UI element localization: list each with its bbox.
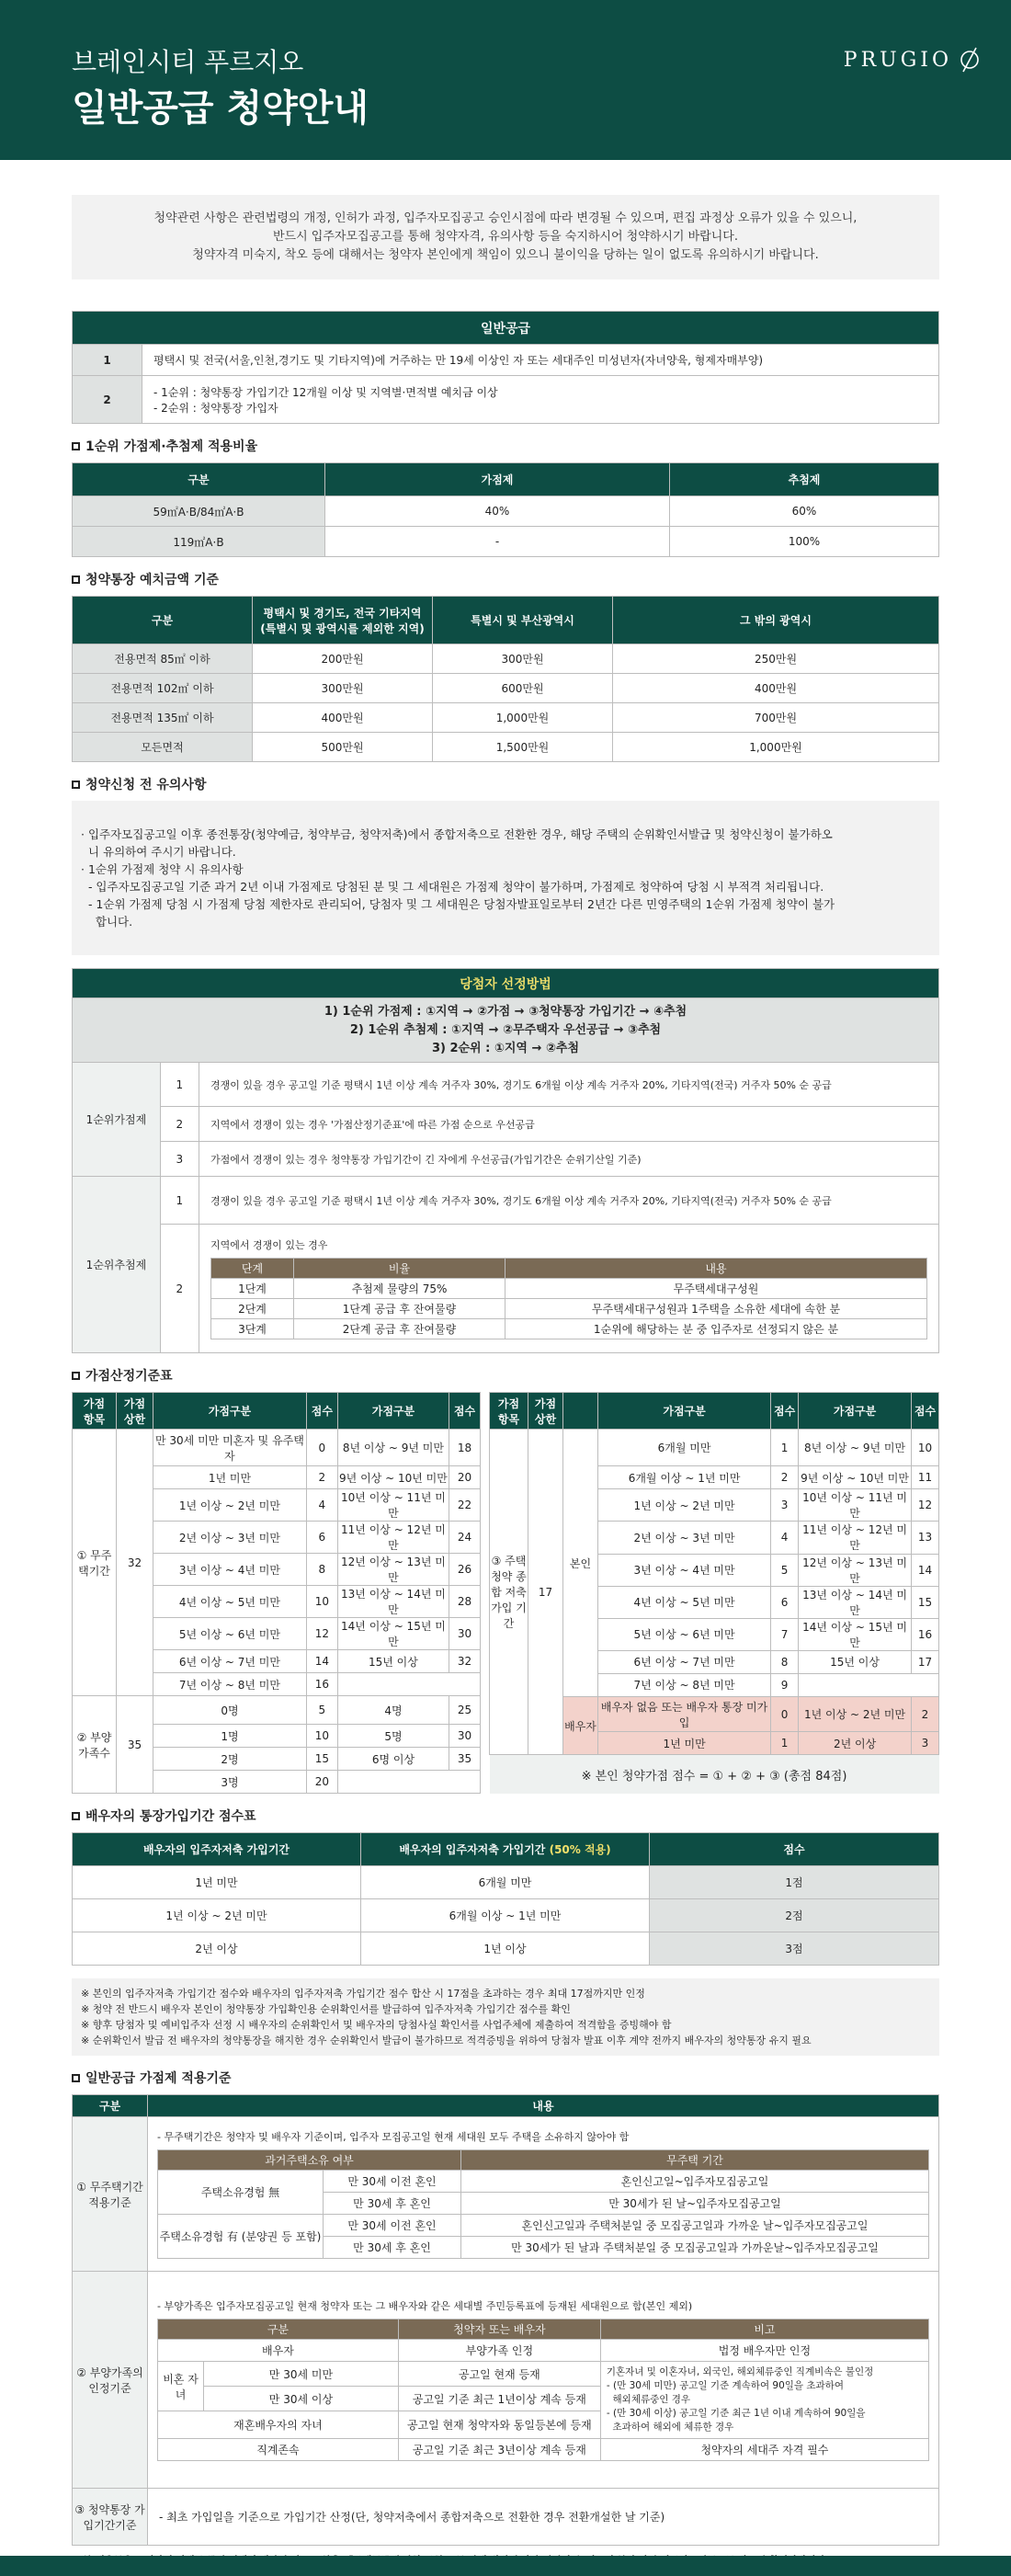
deposit-heading: 청약통장 예치금액 기준 [72, 570, 939, 588]
brand-logo: PRUGIO [844, 46, 980, 74]
ratio-heading: 1순위 가점제·추첨제 적용비율 [72, 437, 939, 455]
page-header [0, 0, 1011, 160]
notice-box: 청약관련 사항은 관련법령의 개정, 인허가 과정, 입주자모집공고 승인시점에 따라 변경될 수 있으며, 편집 과정상 오류가 있을 수 있으니, 반드시 입주자모집공고를 통해 청약자격, 유의사항 등을 숙지하시어 청약하시기 바랍니다. 청약자격 미숙지, 착오 등에 대해서는 청약자 본인에게 책임이 있으니 불이익을 당하는 일이 없도록 유의하시기 바랍니다. [72, 195, 939, 279]
score-tables: 가점 항목 가점 상한 가점구분 점수 가점구분 점수 ① 무주택기간 32 만 30세 미만 미혼자 및 유주택자 0 8년 이상 ~ 9년 미만 18 1년 미만 2 9년 이상 ~ 10년 미만 20 1년 이상 ~ 2년 미만 4 10년 이상 ~ 11년 미만 22 2년 이상 ~ 3년 미만 6 11년 이상 ~ 12년 미만 24 3년 이상 ~ 4년 미만 8 12년 이상 ~ 13년 미만 26 4년 이상 ~ 5년 미만 10 13년 이상 ~ 14년 미만 28 5년 이상 ~ 6년 미만 12 14년 이상 ~ 15년 미만 30 6년 이상 ~ 7년 미만 14 15년 이상 32 7년 이상 ~ 8년 미만 16 ② 부양 가족수 35 0명 5 4명 25 1명 10 5명 30 2명 15 6명 이상 35 3명 20 가점 항목 가점 상한 가점구분 점수 가점구분 점수 ③ 주택 청약 종합 저축 가입 기간 17 본인 6개월 미만 1 8년 이상 ~ 9년 미만 10 6개월 이상 ~ 1년 미만 2 9년 이상 ~ 10년 미만 11 1년 이상 ~ 2년 미만 3 10년 이상 ~ 11년 미만 12 2년 이상 ~ 3년 미만 4 11년 이상 ~ 12년 미만 13 3년 이상 ~ 4년 미만 5 12년 이상 ~ 13년 미만 14 4년 이상 ~ 5년 미만 6 13년 이상 ~ 14년 미만 15 5년 이상 ~ 6년 미만 7 14년 이상 ~ 15년 미만 16 6년 이상 ~ 7년 미만 8 15년 이상 17 7년 이상 ~ 8년 미만 9 배우자 배우자 없음 또는 배우자 통장 미가입 0 1년 이상 ~ 2년 미만 2 1년 미만 1 2년 이상 3 ※ 본인 청약가점 점수 = ① + ② + ③ (총점 84점) [72, 1392, 939, 1794]
caution-heading: 청약신청 전 유의사항 [72, 775, 939, 793]
project-name: 브레인시티 푸르지오 [72, 47, 304, 77]
page-title: 일반공급 청약안내 [72, 87, 369, 130]
ratio-table: 구분 가점제 추첨제 59㎡A·B/84㎡A·B 40% 60% 119㎡A·B - 100% [72, 462, 939, 557]
score-heading: 가점산정기준표 [72, 1366, 939, 1385]
general-supply-title: 일반공급 [73, 312, 939, 345]
spouse-period-table: 배우자의 입주자저축 가입기간 배우자의 입주자저축 가입기간 (50% 적용) 점수 1년 미만 6개월 미만 1점 1년 이상 ~ 2년 미만 6개월 이상 ~ 1년 미만 2점 2년 이상 1년 이상 3점 ※ 본인의 입주자저축 가입기간 점수와 배우자의 입주자저축 가입기간 점수 합산 시 17점을 초과하는 경우 최대 17점까지만 인정 ※ 청약 전 반드시 배우자 본인이 청약통장 가입확인용 순위확인서를 발급하여 입주자저축 가입기간 점수를 확인 ※ 향후 당첨자 및 예비입주자 선정 시 배우자의 순위확인서 및 배우자의 당첨사실 확인서를 사업주체에 제출하여 적격함을 증빙해야 함 ※ 순위확인서 발급 전 배우자의 청약통장을 해지한 경우 순위확인서 발급이 불가하므로 적격증빙을 위하여 당첨자 발표 이후 계약 전까지 배우자의 청약통장 유지 필요 [72, 1832, 939, 2056]
prugio-logo-icon [960, 46, 980, 74]
spouse-notes: ※ 본인의 입주자저축 가입기간 점수와 배우자의 입주자저축 가입기간 점수 합산 시 17점을 초과하는 경우 최대 17점까지만 인정 ※ 청약 전 반드시 배우자 본인이 청약통장 가입확인용 순위확인서를 발급하여 입주자저축 가입기간 점수를 확인 ※ 향후 당첨자 및 예비입주자 선정 시 배우자의 순위확인서 및 배우자의 당첨사실 확인서를 사업주체에 제출하여 적격함을 증빙해야 함 ※ 순위확인서 발급 전 배우자의 청약통장을 해지한 경우 순위확인서 발급이 불가하므로 적격증빙을 위하여 당첨자 발표 이후 계약 전까지 배우자의 청약통장 유지 필요 [72, 1978, 939, 2056]
general-supply-section: 일반공급 1 평택시 및 전국(서울,인천,경기도 및 기타지역)에 거주하는 만 19세 이상인 자 또는 세대주인 미성년자(자녀양육, 형제자매부양) 2 - 1순위 : 청약통장 가입기간 12개월 이상 및 지역별·면적별 예치금 이상 - 2순위 : 청약통장 가입자 [72, 311, 939, 424]
deposit-table: 구분 평택시 및 경기도, 전국 기타지역 (특별시 및 광역시를 제외한 지역) 특별시 및 부산광역시 그 밖의 광역시 전용면적 85㎡ 이하 200만원 300만원 250만원 전용면적 102㎡ 이하 300만원 600만원 400만원 전용면적 135㎡ 이하 400만원 1,000만원 700만원 모든면적 500만원 1,500만원 1,000만원 [72, 596, 939, 762]
criteria-heading: 일반공급 가점제 적용기준 [72, 2069, 939, 2087]
method-section: 당첨자 선정방법 1) 1순위 가점제 : ①지역 → ②가점 → ③청약통장 가입기간 → ④추첨 2) 1순위 추첨제 : ①지역 → ②무주택자 우선공급 → ③추첨 3) 2순위 : ①지역 → ②추첨 1순위가점제 1 경쟁이 있을 경우 공고일 기준 평택시 1년 이상 계속 거주자 30%, 경기도 6개월 이상 계속 거주자 20%, 기타지역(전국) 거주자 50% 순 공급 2 지역에서 경쟁이 있는 경우 '가점산정기준표'에 따른 가점 순으로 우선공급 3 가점에서 경쟁이 있는 경우 청약통장 가입기간이 긴 자에게 우선공급(가입기간은 순위기산일 기준) 1순위추첨제 1 경쟁이 있을 경우 공고일 기준 평택시 1년 이상 계속 거주자 30%, 경기도 6개월 이상 계속 거주자 20%, 기타지역(전국) 거주자 50% 순 공급 2 지역에서 경쟁이 있는 경우 단계 비율 내용 1단계 추첨제 물량의 75% 무주택세대구성원 2단계 1단계 공급 후 잔여물량 무주택세대구성원과 1주택을 소유한 세대에 속한 분 3단계 2단계 공급 후 잔여물량 1순위에 해당하는 분 중 입주자로 선정되지 않은 분 [72, 968, 939, 1353]
caution-box: · 입주자모집공고일 이후 종전통장(청약예금, 청약부금, 청약저축)에서 종합저축으로 전환한 경우, 해당 주택의 순위확인서발급 및 청약신청이 불가하오 니 유의하여 주시기 바랍니다. · 1순위 가점제 청약 시 유의사항 - 입주자모집공고일 기준 과거 2년 이내 가점제로 당첨된 분 및 그 세대원은 가점제 청약이 불가하며, 가점제로 청약하여 당첨 시 부적격 처리됩니다. - 1순위 가점제 당첨 시 가점제 당첨 제한자로 관리되어, 당첨자 및 그 세대원은 당첨자발표일로부터 2년간 다른 민영주택의 1순위 가점제 청약이 불가 합니다. [72, 801, 939, 955]
criteria-table: 구분 내용 ① 무주택기간 적용기준 - 무주택기간은 청약자 및 배우자 기준이며, 입주자 모집공고일 현재 세대원 모두 주택을 소유하지 않아야 함 과거주택소유 여부 무주택 기간 주택소유경험 無 만 30세 이전 혼인 혼인신고일~입주자모집공고일 만 30세 후 혼인 만 30세가 된 날~입주자모집공고일 주택소유경험 有 (분양권 등 포함) 만 30세 이전 혼인 혼인신고일과 주택처분일 중 모집공고일과 가까운 날~입주자모집공고일 만 30세 후 혼인 만 30세가 된 날과 주택처분일 중 모집공고일과 가까운날~입주자모집공고일 ② 부양가족의 인정기준 - 부양가족은 입주자모집공고일 현재 청약자 또는 그 배우자와 같은 세대별 주민등록표에 등재된 세대원으로 함(본인 제외) 구분 청약자 또는 배우자 비고 배우자 부양가족 인정 법정 배우자만 인정 비혼 자녀 만 30세 미만 공고일 현재 등재 기혼자녀 및 이혼자녀, 외국인, 해외체류중인 직계비속은 불인정 - (만 30세 미만) 공고일 기준 계속하여 90일을 초과하여 해외체류중인 경우 - (만 30세 이상) 공고일 기준 최근 1년 이내 계속하여 90일을 초과하여 해외에 체류한 경우 만 30세 이상 공고일 기준 최근 1년이상 계속 등재 재혼배우자의 자녀 공고일 현재 청약자와 동일등본에 등재 직계존속 공고일 기준 최근 3년이상 계속 등재 청약자의 세대주 자격 필수 ③ 청약통장 가입기간기준 - 최초 가입일을 기준으로 가입기간 산정(단, 청약저축에서 종합저축으로 전환한 경우 전환개설한 날 기준) [72, 2094, 939, 2546]
page-footer-bar [0, 2556, 1011, 2576]
spouse-period-heading: 배우자의 통장가입기간 점수표 [72, 1807, 939, 1825]
